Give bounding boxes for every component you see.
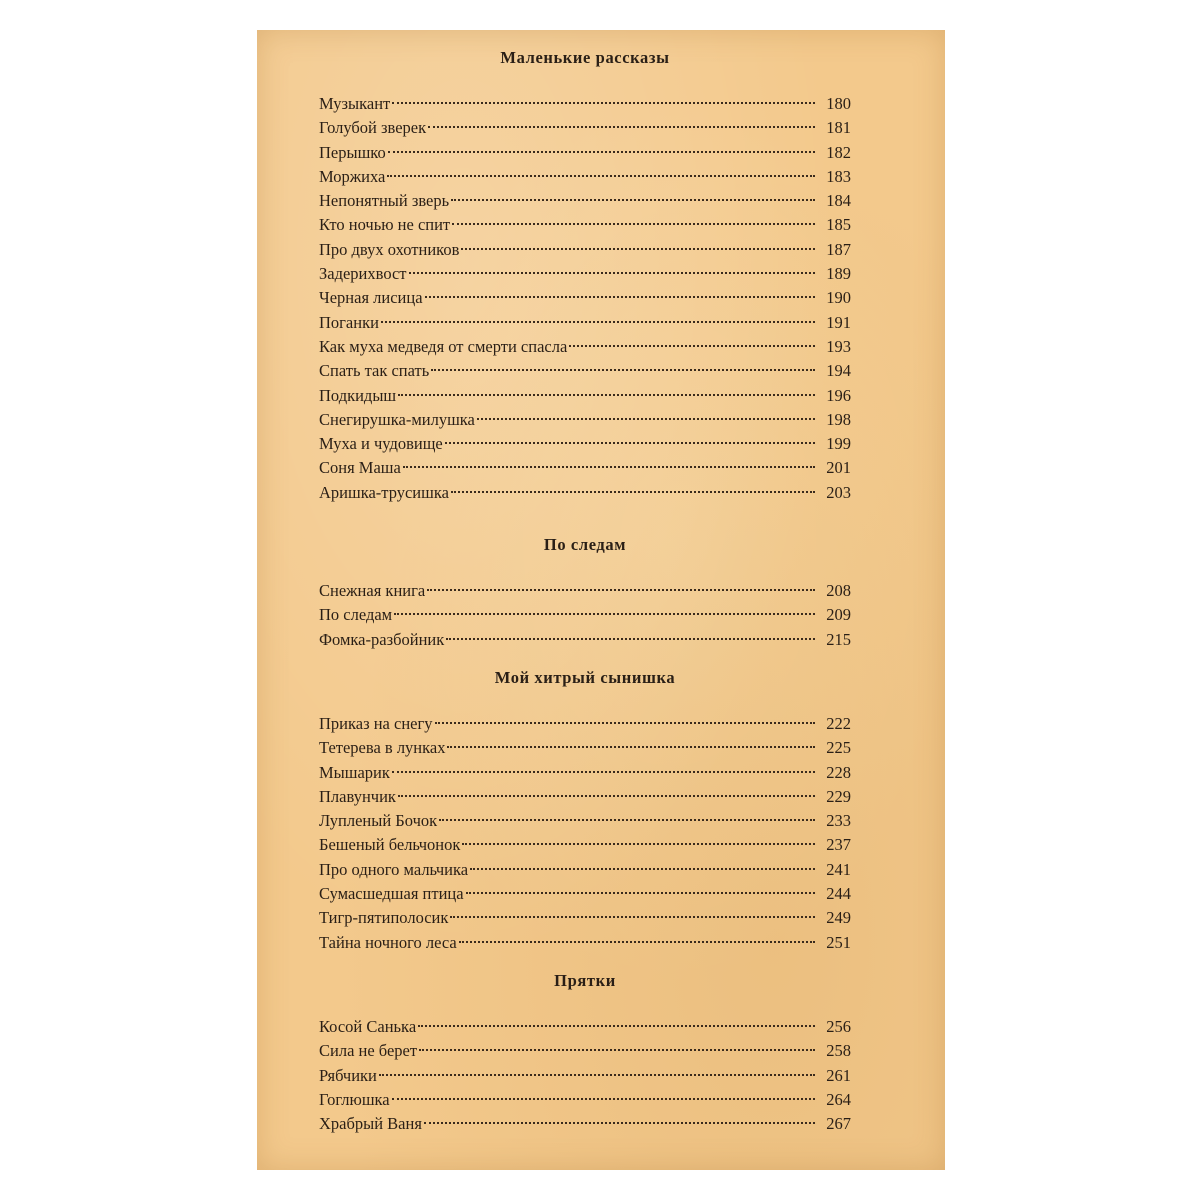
dot-leader bbox=[392, 771, 815, 773]
dot-leader bbox=[439, 819, 815, 821]
entry-page-number: 198 bbox=[826, 409, 851, 429]
toc-entry bbox=[319, 92, 851, 116]
dot-leader bbox=[452, 223, 815, 225]
dot-leader bbox=[470, 868, 815, 870]
section-title: Мой хитрый сынишка bbox=[494, 668, 676, 687]
dot-leader bbox=[428, 126, 815, 128]
entry-title: Моржиха bbox=[319, 166, 386, 186]
book-page bbox=[257, 30, 945, 1170]
entry-page-number: 251 bbox=[826, 932, 851, 952]
toc-entry bbox=[319, 712, 851, 736]
dot-leader bbox=[435, 722, 815, 724]
entry-title: Сила не берет bbox=[319, 1041, 418, 1061]
entry-title: Соня Маша bbox=[319, 458, 401, 478]
dot-leader bbox=[392, 1098, 815, 1100]
dot-leader bbox=[462, 843, 815, 845]
toc-entry bbox=[319, 931, 851, 955]
entry-page-number: 187 bbox=[826, 239, 851, 259]
entry-page-number: 244 bbox=[826, 884, 851, 904]
toc-entry bbox=[319, 906, 851, 930]
toc-entry bbox=[319, 286, 851, 310]
entry-title: Перышко bbox=[319, 142, 386, 162]
entry-page-number: 209 bbox=[826, 605, 851, 625]
entry-page-number: 261 bbox=[826, 1065, 851, 1085]
dot-leader bbox=[398, 795, 815, 797]
entry-title: Бешеный бельчонок bbox=[319, 835, 461, 855]
entry-title: Косой Санька bbox=[319, 1017, 417, 1036]
toc-entry bbox=[319, 481, 851, 505]
dot-leader bbox=[418, 1025, 815, 1027]
toc-entry bbox=[319, 1039, 851, 1063]
dot-leader bbox=[450, 916, 815, 918]
toc-entry bbox=[319, 384, 851, 408]
entry-title: Мышарик bbox=[319, 762, 390, 782]
entry-page-number: 189 bbox=[826, 264, 851, 284]
entry-page-number: 222 bbox=[826, 714, 851, 733]
entry-title: Приказ на снегу bbox=[319, 714, 433, 733]
entry-title: По следам bbox=[319, 605, 393, 625]
toc-entry bbox=[319, 785, 851, 809]
entry-title: Непонятный зверь bbox=[319, 191, 450, 211]
entry-page-number: 237 bbox=[826, 835, 851, 855]
dot-leader bbox=[424, 1122, 815, 1124]
dot-leader bbox=[446, 638, 815, 640]
toc-entries bbox=[319, 92, 851, 505]
dot-leader bbox=[392, 102, 815, 104]
entry-title: Храбрый Ваня bbox=[319, 1114, 422, 1134]
toc-entry bbox=[319, 1112, 851, 1136]
section-title: Маленькие рассказы bbox=[500, 48, 670, 67]
dot-leader bbox=[403, 466, 815, 468]
entry-title: Лупленый Бочок bbox=[319, 811, 438, 831]
entry-page-number: 233 bbox=[826, 811, 851, 831]
toc-section-4 bbox=[319, 969, 851, 1136]
entry-title: Гоглюшка bbox=[319, 1089, 390, 1109]
entry-page-number: 191 bbox=[826, 312, 851, 332]
entry-page-number: 229 bbox=[826, 786, 851, 806]
toc-section-2 bbox=[319, 533, 851, 652]
toc-entry bbox=[319, 116, 851, 140]
entry-page-number: 264 bbox=[826, 1089, 851, 1109]
entry-title: Поганки bbox=[319, 312, 379, 332]
toc-entry bbox=[319, 213, 851, 237]
dot-leader bbox=[466, 892, 815, 894]
section-title: По следам bbox=[543, 535, 627, 554]
dot-leader bbox=[381, 321, 815, 323]
entry-title: Про двух охотников bbox=[319, 239, 460, 259]
entry-title: Тайна ночного леса bbox=[319, 932, 457, 952]
toc-entry bbox=[319, 628, 851, 652]
entry-title: Кто ночью не спит bbox=[319, 215, 451, 235]
entry-title: Голубой зверек bbox=[319, 118, 427, 138]
entry-page-number: 194 bbox=[826, 361, 851, 381]
dot-leader bbox=[425, 296, 815, 298]
entry-title: Спать так спать bbox=[319, 361, 430, 381]
entry-title: Снежная книга bbox=[319, 581, 426, 600]
toc-entry bbox=[319, 858, 851, 882]
dot-leader bbox=[445, 442, 815, 444]
entry-page-number: 215 bbox=[826, 629, 851, 649]
toc-entry bbox=[319, 1088, 851, 1112]
dot-leader bbox=[419, 1049, 815, 1051]
entry-page-number: 180 bbox=[826, 94, 851, 113]
entry-page-number: 228 bbox=[826, 762, 851, 782]
entry-title: Плавунчик bbox=[319, 786, 396, 806]
toc-entry bbox=[319, 141, 851, 165]
entry-page-number: 225 bbox=[826, 738, 851, 758]
toc-section-1 bbox=[319, 46, 851, 505]
dot-leader bbox=[569, 345, 815, 347]
dot-leader bbox=[451, 491, 815, 493]
toc-entries bbox=[319, 1015, 851, 1136]
dot-leader bbox=[387, 175, 815, 177]
entry-page-number: 182 bbox=[826, 142, 851, 162]
entry-title: Задерихвост bbox=[319, 264, 407, 284]
toc-entry bbox=[319, 311, 851, 335]
toc-entry bbox=[319, 809, 851, 833]
entry-page-number: 183 bbox=[826, 166, 851, 186]
dot-leader bbox=[431, 369, 815, 371]
entry-page-number: 201 bbox=[826, 458, 851, 478]
toc-entry bbox=[319, 432, 851, 456]
toc-entry bbox=[319, 189, 851, 213]
entry-title: Подкидыш bbox=[319, 385, 397, 405]
entry-page-number: 203 bbox=[826, 482, 851, 502]
dot-leader bbox=[461, 248, 815, 250]
entry-title: Про одного мальчика bbox=[319, 859, 469, 879]
entry-title: Тетерева в лунках bbox=[319, 738, 446, 758]
toc-entry bbox=[319, 456, 851, 480]
entry-title: Черная лисица bbox=[319, 288, 423, 308]
toc-entry bbox=[319, 238, 851, 262]
entry-title: Муха и чудовище bbox=[319, 434, 443, 454]
toc-entry bbox=[319, 833, 851, 857]
entry-page-number: 196 bbox=[826, 385, 851, 405]
entry-page-number: 241 bbox=[826, 859, 851, 879]
entry-title: Снегирушка-милушка bbox=[319, 409, 475, 429]
dot-leader bbox=[409, 272, 815, 274]
toc-entry bbox=[319, 335, 851, 359]
toc-entries bbox=[319, 712, 851, 955]
entry-page-number: 190 bbox=[826, 288, 851, 308]
entry-title: Музыкант bbox=[319, 94, 391, 113]
entry-title: Рябчики bbox=[319, 1065, 377, 1085]
toc-entry bbox=[319, 165, 851, 189]
entry-page-number: 199 bbox=[826, 434, 851, 454]
toc-entry bbox=[319, 882, 851, 906]
entry-title: Фомка-разбойник bbox=[319, 629, 445, 649]
dot-leader bbox=[398, 394, 815, 396]
toc-entry bbox=[319, 736, 851, 760]
entry-title: Аришка-трусишка bbox=[319, 482, 449, 502]
entry-page-number: 193 bbox=[826, 336, 851, 356]
toc-entry bbox=[319, 1015, 851, 1039]
entry-page-number: 185 bbox=[826, 215, 851, 235]
entry-title: Сумасшедшая птица bbox=[319, 884, 464, 904]
toc-entry bbox=[319, 761, 851, 785]
dot-leader bbox=[447, 746, 815, 748]
dot-leader bbox=[451, 199, 815, 201]
toc-entry bbox=[319, 262, 851, 286]
dot-leader bbox=[477, 418, 815, 420]
entry-page-number: 249 bbox=[826, 908, 851, 928]
dot-leader bbox=[379, 1074, 815, 1076]
entry-title: Тигр-пятиполосик bbox=[319, 908, 449, 928]
entry-page-number: 181 bbox=[826, 118, 851, 138]
entry-page-number: 258 bbox=[826, 1041, 851, 1061]
dot-leader bbox=[427, 589, 815, 591]
entry-page-number: 208 bbox=[826, 581, 851, 600]
dot-leader bbox=[388, 151, 815, 153]
entry-page-number: 267 bbox=[826, 1114, 851, 1134]
section-title: Прятки bbox=[554, 971, 616, 990]
toc-entry bbox=[319, 1064, 851, 1088]
toc-entry bbox=[319, 359, 851, 383]
toc-entry bbox=[319, 408, 851, 432]
toc-entry bbox=[319, 579, 851, 603]
dot-leader bbox=[394, 613, 815, 615]
toc-entry bbox=[319, 603, 851, 627]
dot-leader bbox=[459, 941, 815, 943]
toc-section-3 bbox=[319, 666, 851, 955]
entry-page-number: 256 bbox=[826, 1017, 851, 1036]
entry-page-number: 184 bbox=[826, 191, 851, 211]
toc-entries bbox=[319, 579, 851, 652]
entry-title: Как муха медведя от смерти спасла bbox=[319, 336, 568, 356]
